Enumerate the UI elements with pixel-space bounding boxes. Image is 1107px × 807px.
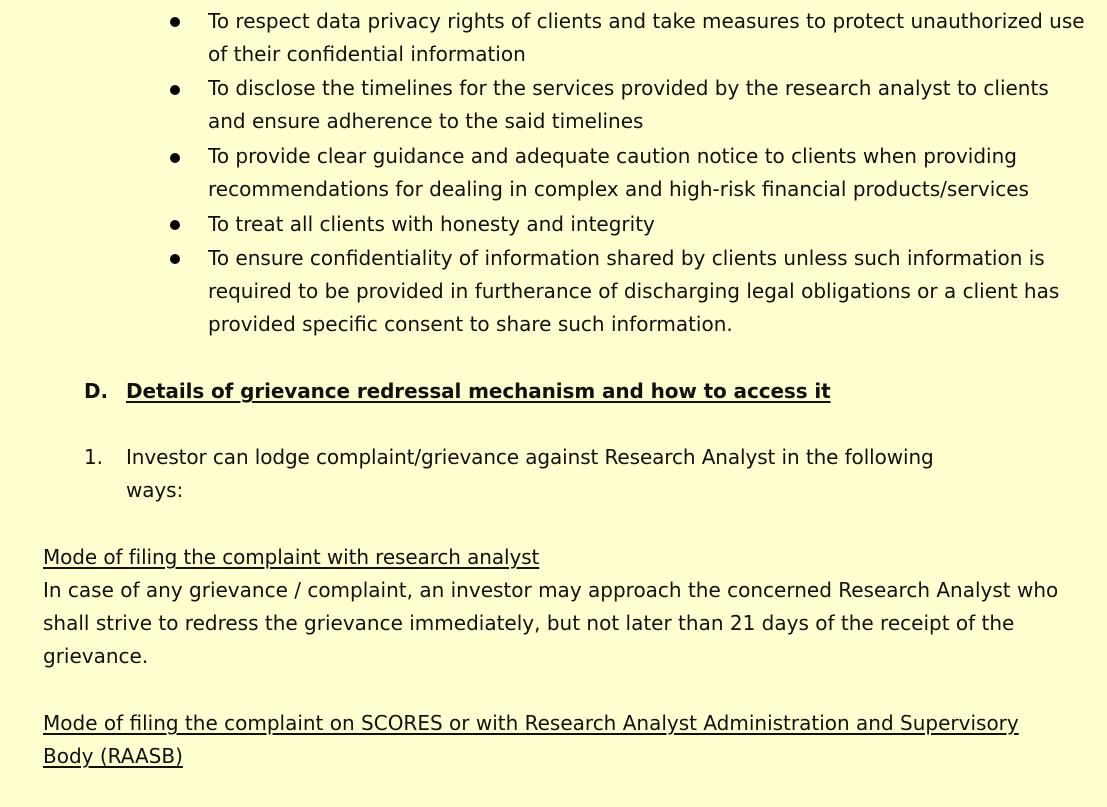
bullet-item: To ensure confidentiality of information shared by clients unless such information is required to be provided in furtherance of discharging legal obligations or a client has provided specific consent to share such information. xyxy=(208,246,1060,336)
paragraph-mode-ra: In case of any grievance / complaint, an investor may approach the concerned Research Analyst who shall strive to redress the grievance immediately, but not later than 21 days of the receipt of the grievance. xyxy=(43,578,1059,668)
item-number: 1. xyxy=(84,445,103,469)
subheading-mode-ra: Mode of filing the complaint with research analyst xyxy=(43,545,540,569)
bullet-dot xyxy=(170,153,180,163)
bullet-item: To respect data privacy rights of clients and take measures to protect unauthorized use of their confidential information xyxy=(208,9,1085,66)
section-heading: Details of grievance redressal mechanism and how to access it xyxy=(126,379,831,403)
bullet-dot xyxy=(170,85,180,95)
bullet-item: To treat all clients with honesty and integrity xyxy=(208,212,655,236)
bullet-dot xyxy=(170,17,180,27)
bullet-dot xyxy=(170,220,180,230)
subheading-mode-scores: Mode of filing the complaint on SCORES or with Research Analyst Administration and Supervisory Body (RAASB) xyxy=(43,711,1019,768)
section-letter: D. xyxy=(84,379,108,403)
bullet-item: To provide clear guidance and adequate caution notice to clients when providing recommendations for dealing in complex and high-risk financial products/services xyxy=(208,144,1029,201)
bullet-item: To disclose the timelines for the services provided by the research analyst to clients and ensure adherence to the said timelines xyxy=(208,76,1049,133)
item-text-line: ways: xyxy=(126,478,184,502)
bullet-dot xyxy=(170,254,180,264)
item-text-line: Investor can lodge complaint/grievance against Research Analyst in the following xyxy=(126,445,934,469)
